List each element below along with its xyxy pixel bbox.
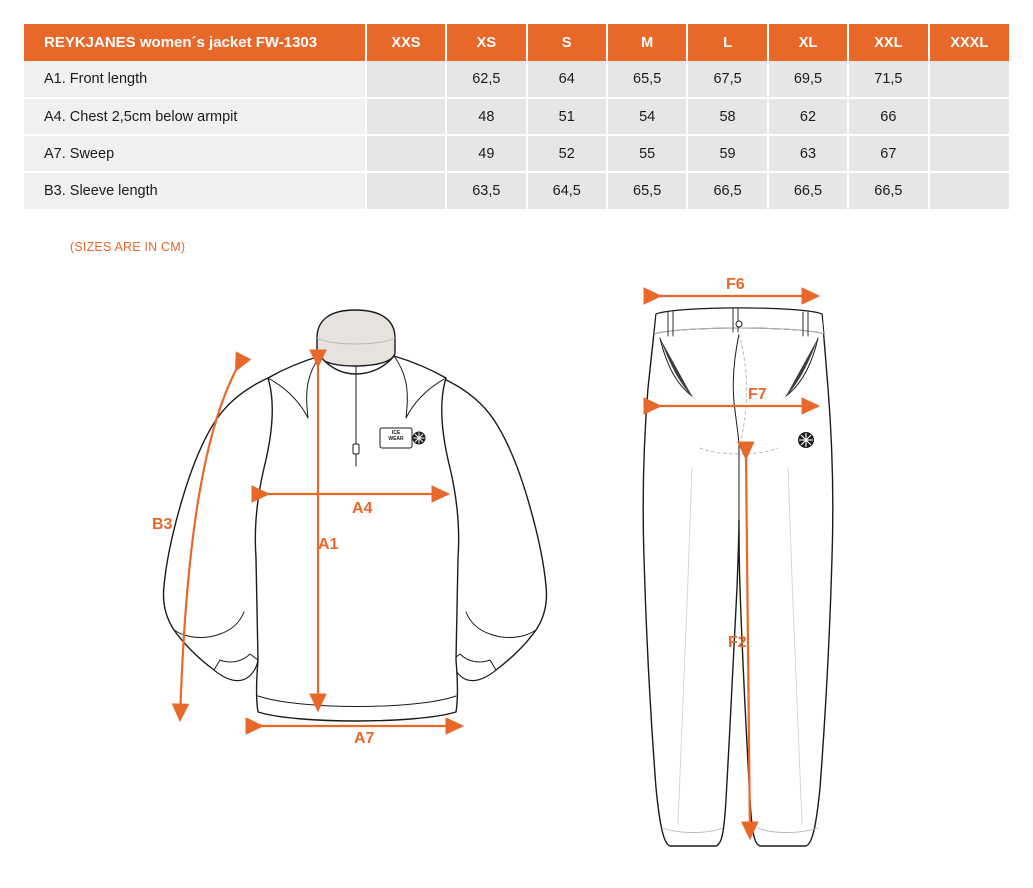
- garment-diagrams: [0, 268, 1033, 888]
- cell: [929, 135, 1009, 172]
- label-sweep: A7: [354, 730, 375, 747]
- label-waist: F6: [726, 276, 745, 293]
- jacket-illustration: [162, 310, 547, 736]
- cell: 67,5: [687, 61, 767, 98]
- row-label: B3. Sleeve length: [24, 172, 366, 209]
- cell: 63,5: [446, 172, 526, 209]
- table-header-m: M: [607, 24, 687, 61]
- cell: [929, 61, 1009, 98]
- table-body: [24, 61, 1009, 209]
- table-header-product: REYKJANES women´s jacket FW-1303: [24, 24, 366, 61]
- brand-text-line1: ICE: [391, 430, 401, 436]
- table-header: [24, 24, 1009, 61]
- cell: 64,5: [527, 172, 607, 209]
- table-row: [24, 61, 1009, 98]
- cell: 64: [527, 61, 607, 98]
- label-chest: A4: [352, 500, 373, 517]
- size-table: [24, 24, 1009, 209]
- row-label: A1. Front length: [24, 61, 366, 98]
- table-row: [24, 172, 1009, 209]
- cell: 58: [687, 98, 767, 135]
- table-header-row: [24, 24, 1009, 61]
- cell: 66,5: [848, 172, 928, 209]
- cell: [366, 135, 446, 172]
- table-header-s: S: [527, 24, 607, 61]
- cell: 49: [446, 135, 526, 172]
- cell: 48: [446, 98, 526, 135]
- table-header-xxxl: XXXL: [929, 24, 1009, 61]
- pants-snowflake-icon: [798, 432, 814, 448]
- label-front-length: A1: [318, 536, 339, 553]
- cell: [929, 98, 1009, 135]
- cell: 69,5: [768, 61, 848, 98]
- cell: [366, 172, 446, 209]
- cell: [366, 98, 446, 135]
- cell: 54: [607, 98, 687, 135]
- brand-text-line2: WEAR: [388, 436, 404, 442]
- cell: [929, 172, 1009, 209]
- row-label: A4. Chest 2,5cm below armpit: [24, 98, 366, 135]
- table-row: [24, 98, 1009, 135]
- table-header-xl: XL: [768, 24, 848, 61]
- pants-illustration: [643, 308, 833, 846]
- units-note: (SIZES ARE IN CM): [70, 240, 186, 254]
- row-label: A7. Sweep: [24, 135, 366, 172]
- table-header-xs: XS: [446, 24, 526, 61]
- cell: 66: [848, 98, 928, 135]
- cell: 66,5: [687, 172, 767, 209]
- cell: 62: [768, 98, 848, 135]
- cell: 67: [848, 135, 928, 172]
- table-header-xxs: XXS: [366, 24, 446, 61]
- label-hip: F7: [748, 386, 767, 403]
- label-sleeve-length: B3: [152, 516, 173, 533]
- brand-snowflake-icon: [413, 432, 426, 445]
- table-header-l: L: [687, 24, 767, 61]
- cell: 66,5: [768, 172, 848, 209]
- cell: 65,5: [607, 61, 687, 98]
- cell: 71,5: [848, 61, 928, 98]
- cell: 63: [768, 135, 848, 172]
- cell: 52: [527, 135, 607, 172]
- table-header-xxl: XXL: [848, 24, 928, 61]
- label-inseam: F2: [728, 634, 747, 651]
- cell: 65,5: [607, 172, 687, 209]
- cell: 59: [687, 135, 767, 172]
- cell: 55: [607, 135, 687, 172]
- table-row: [24, 135, 1009, 172]
- diagram-svg: [0, 268, 1033, 888]
- cell: 51: [527, 98, 607, 135]
- cell: 62,5: [446, 61, 526, 98]
- cell: [366, 61, 446, 98]
